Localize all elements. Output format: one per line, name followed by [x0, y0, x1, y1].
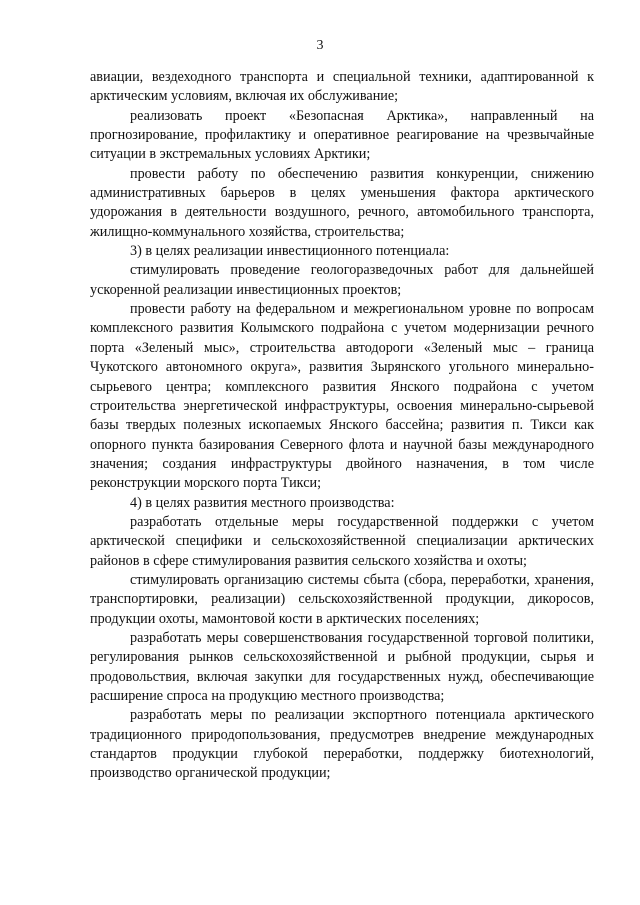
- paragraph-continuation: авиации, вездеходного транспорта и специальной техники, адаптированной к арктическим условиям, включая их обслуживание;: [90, 69, 594, 105]
- section-heading-local-production: 4) в целях развития местного производства:: [130, 494, 395, 511]
- paragraph-export-potential: разработать меры по реализации экспортного потенциала арктического традиционного природопользования, предусмотрев внедрение международных стандартов продукции глубокой переработки, поддержку биотехнологий, производство органической продукции;: [90, 707, 594, 782]
- section-heading-investment: 3) в целях реализации инвестиционного потенциала:: [130, 243, 450, 260]
- paragraph-regional-development: провести работу на федеральном и межрегиональном уровне по вопросам комплексного развития Колымского подрайона с учетом модернизации речного порта «Зеленый мыс», строительства автодороги «Зеленый мыс – граница Чукотского автономного округа», развития Зырянского угольного минерально-сырьевого центра; комплексного развития Янского подрайона с учетом строительства энергетической инфраструктуры, освоения минерально-сырьевой базы твердых полезных ископаемых Янского бассейна; развития п. Тикси как опорного пункта базирования Северного флота и научной базы международного значения; создания инфраструктуры двойного назначения, в том числе реконструкции морского порта Тикси;: [90, 301, 594, 492]
- paragraph-sales-system: стимулировать организацию системы сбыта (сбора, переработки, хранения, транспортировки, реализации) сельскохозяйственной продукции, дикоросов, продукции охоты, мамонтовой кости в арктических поселениях;: [90, 571, 594, 627]
- paragraph-trade-policy: разработать меры совершенствования государственной торговой политики, регулирования рынков сельскохозяйственной и рыбной продукции, сырья и продовольствия, включая закупки для государственных нужд, обеспечивающие расширение спроса на продукцию местного производства;: [90, 629, 594, 704]
- paragraph-safe-arctic-project: реализовать проект «Безопасная Арктика», направленный на прогнозирование, профилактику и оперативное реагирование на чрезвычайные ситуации в экстремальных условиях Арктики;: [90, 107, 594, 163]
- document-body: [90, 68, 594, 784]
- paragraph-geological-exploration: стимулировать проведение геологоразведочных работ для дальнейшей ускоренной реализации инвестиционных проектов;: [90, 262, 594, 298]
- page-number: 3: [316, 38, 324, 53]
- paragraph-state-support: разработать отдельные меры государственной поддержки с учетом арктической специфики и сельскохозяйственной специализации арктических районов в сфере стимулирования развития сельского хозяйства и охоты;: [90, 513, 594, 569]
- paragraph-competition-development: провести работу по обеспечению развития конкуренции, снижению административных барьеров в целях уменьшения фактора арктического удорожания в деятельности воздушного, речного, автомобильного транспорта, жилищно-коммунального хозяйства, строительства;: [90, 165, 594, 240]
